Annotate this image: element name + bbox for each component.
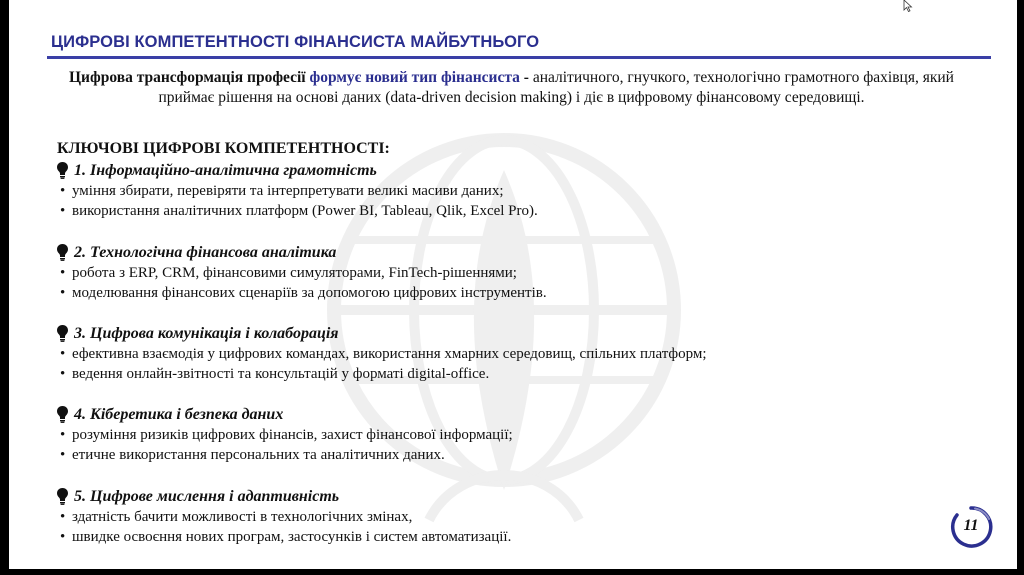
list-item: • етичне використання персональних та аналітичних даних.	[57, 445, 513, 465]
list-item: • ефективна взаємодія у цифрових командах, використання хмарних середовищ, спільних платформ;	[57, 344, 707, 364]
intro-dash: -	[523, 69, 529, 86]
lightbulb-icon	[57, 488, 68, 505]
page-number: 11	[963, 517, 979, 534]
list-item: • робота з ERP, CRM, фінансовими симуляторами, FinTech-рішеннями;	[57, 263, 547, 283]
slide-title: ЦИФРОВІ КОМПЕТЕНТНОСТІ ФІНАНСИСТА МАЙБУТНЬОГО	[51, 33, 540, 51]
cursor-icon	[903, 0, 913, 12]
competencies-heading: КЛЮЧОВІ ЦИФРОВІ КОМПЕТЕНТНОСТІ:	[57, 140, 390, 157]
page-number-badge	[949, 505, 993, 549]
competency-section-1	[57, 160, 538, 221]
list-item: • здатність бачити можливості в технологічних змінах,	[57, 507, 511, 527]
section-title-text: 5. Цифрове мислення і адаптивність	[74, 488, 340, 505]
list-item: • використання аналітичних платформ (Power BI, Tableau, Qlik, Excel Pro).	[57, 201, 538, 221]
competency-section-3	[57, 323, 707, 384]
intro-accent-part: формує новий тип фінансиста	[309, 69, 520, 86]
lightbulb-icon	[57, 162, 68, 179]
list-item: • швидке освоєння нових програм, застосунків і систем автоматизації.	[57, 527, 511, 547]
list-item: • моделювання фінансових сценаріїв за допомогою цифрових інструментів.	[57, 283, 547, 303]
section-title-text: 2. Технологічна фінансова аналітика	[74, 244, 337, 261]
title-divider	[47, 56, 991, 59]
competency-section-2	[57, 242, 547, 303]
lightbulb-icon	[57, 325, 68, 342]
competency-section-5	[57, 486, 511, 547]
intro-rest: аналітичного, гнучкого, технологічно грамотного фахівця, який приймає рішення на основі даних (data-driven decision making) і діє в цифровому фінансовому середовищі.	[158, 69, 954, 106]
competency-section-4	[57, 404, 513, 465]
presentation-slide	[9, 0, 1017, 569]
section-title-text: 3. Цифрова комунікація і колаборація	[74, 325, 339, 342]
section-title	[57, 242, 547, 263]
section-title	[57, 404, 513, 425]
lightbulb-icon	[57, 244, 68, 261]
list-item: • уміння збирати, перевіряти та інтерпретувати великі масиви даних;	[57, 181, 538, 201]
section-title	[57, 486, 511, 507]
list-item: • розуміння ризиків цифрових фінансів, захист фінансової інформації;	[57, 425, 513, 445]
intro-paragraph	[54, 68, 969, 108]
section-title-text: 4. Кіберетика і безпека даних	[74, 406, 284, 423]
section-title-text: 1. Інформаційно-аналітична грамотність	[74, 162, 377, 179]
intro-bold-part: Цифрова трансформація професії	[69, 69, 306, 86]
section-title	[57, 323, 707, 344]
section-title	[57, 160, 538, 181]
list-item: • ведення онлайн-звітності та консультацій у форматі digital-office.	[57, 364, 707, 384]
lightbulb-icon	[57, 406, 68, 423]
